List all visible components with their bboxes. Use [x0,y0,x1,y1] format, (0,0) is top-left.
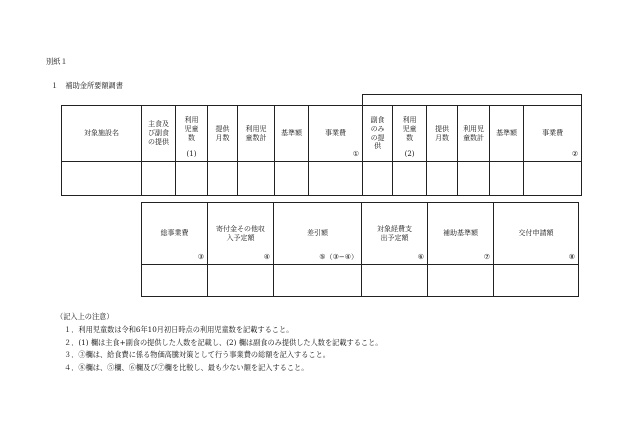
months-cell-1[interactable] [208,162,238,196]
sub-only-header-bar [363,95,582,106]
circle-4-label: ④ [263,253,270,262]
subsidy-base-cell[interactable] [428,265,494,297]
donation-cell[interactable] [208,265,274,297]
base-amount-header-1: 基準額 [275,106,309,162]
facility-name-header: 対象施設名 [62,106,142,162]
sub-only-header: 副食のみの提供 [363,106,393,162]
users-count-header-2: 利用児童数 (2) [393,106,427,162]
users-count-header-1: 利用児童数 (1) [176,106,208,162]
total-cost-header: 総事業費 ③ [142,203,208,265]
sub-only-cell[interactable] [363,162,393,196]
circle-7-label: ⑦ [483,253,490,262]
grant-header: 交付申請額 ⑧ [494,203,579,265]
months-cell-2[interactable] [427,162,458,196]
circle-b-label: ② [571,150,579,159]
total-cost-cell[interactable] [142,265,208,297]
base-amount-cell-2[interactable] [490,162,524,196]
note-item: ４．⑧欄は、⑤欄、⑥欄及び⑦欄を比較し、最も少ない額を記入すること。 [64,363,309,373]
circle-8-label: ⑧ [568,253,575,262]
notes-section [56,311,383,375]
total-users-header-1: 利用児童数計 [238,106,275,162]
base-amount-header-2: 基準額 [490,106,524,162]
circle-5-label: ⑤（③−④） [319,253,358,262]
note-item: ３．③欄は、給食費に係る物価高騰対策として行う事業費の総額を記入すること。 [64,350,330,360]
months-header-1: 提供月数 [208,106,238,162]
total-users-cell-2[interactable] [458,162,490,196]
users-count-cell-2[interactable] [393,162,427,196]
donation-header: 寄付金その他収入予定額 ④ [208,203,274,265]
circle-2-label: (2) [404,150,415,159]
subsidy-table-2 [141,202,579,297]
eligible-cost-header: 対象経費支出予定額 ⑥ [362,203,428,265]
users-count-cell-1[interactable] [176,162,208,196]
main-sub-meal-header: 主食及び副食の提供 [142,106,176,162]
base-amount-cell-1[interactable] [275,162,309,196]
grant-cell[interactable] [494,265,579,297]
months-header-2: 提供月数 [427,106,458,162]
circle-6-label: ⑥ [417,253,424,262]
project-cost-header-2: 事業費 ② [524,106,582,162]
attachment-label: 別紙１ [46,57,68,66]
circle-3-label: ③ [197,253,204,262]
notes-title: （記入上の注意） [56,312,114,321]
facility-name-cell[interactable] [62,162,142,196]
note-item: １．利用児童数は令和6年10月初日時点の利用児童数を記載すること。 [64,324,294,334]
difference-cell[interactable] [274,265,362,297]
eligible-cost-cell[interactable] [362,265,428,297]
header-spacer [62,95,363,106]
note-item: ２．(1) 欄は主食+副食の提供した人数を記載し、(2) 欄は副食のみ提供した人数を記載すること。 [64,337,383,347]
project-cost-header-1: 事業費 ① [309,106,363,162]
section-title: １ 補助金所要額調書 [51,81,123,90]
subsidy-table-1 [61,94,582,196]
project-cost-cell-2[interactable] [524,162,582,196]
project-cost-cell-1[interactable] [309,162,363,196]
subsidy-base-header: 補助基準額 ⑦ [428,203,494,265]
circle-a-label: ① [352,150,360,159]
circle-1-label: (1) [186,150,197,159]
difference-header: 差引額 ⑤（③−④） [274,203,362,265]
main-sub-meal-cell[interactable] [142,162,176,196]
total-users-header-2: 利用児童数計 [458,106,490,162]
total-users-cell-1[interactable] [238,162,275,196]
